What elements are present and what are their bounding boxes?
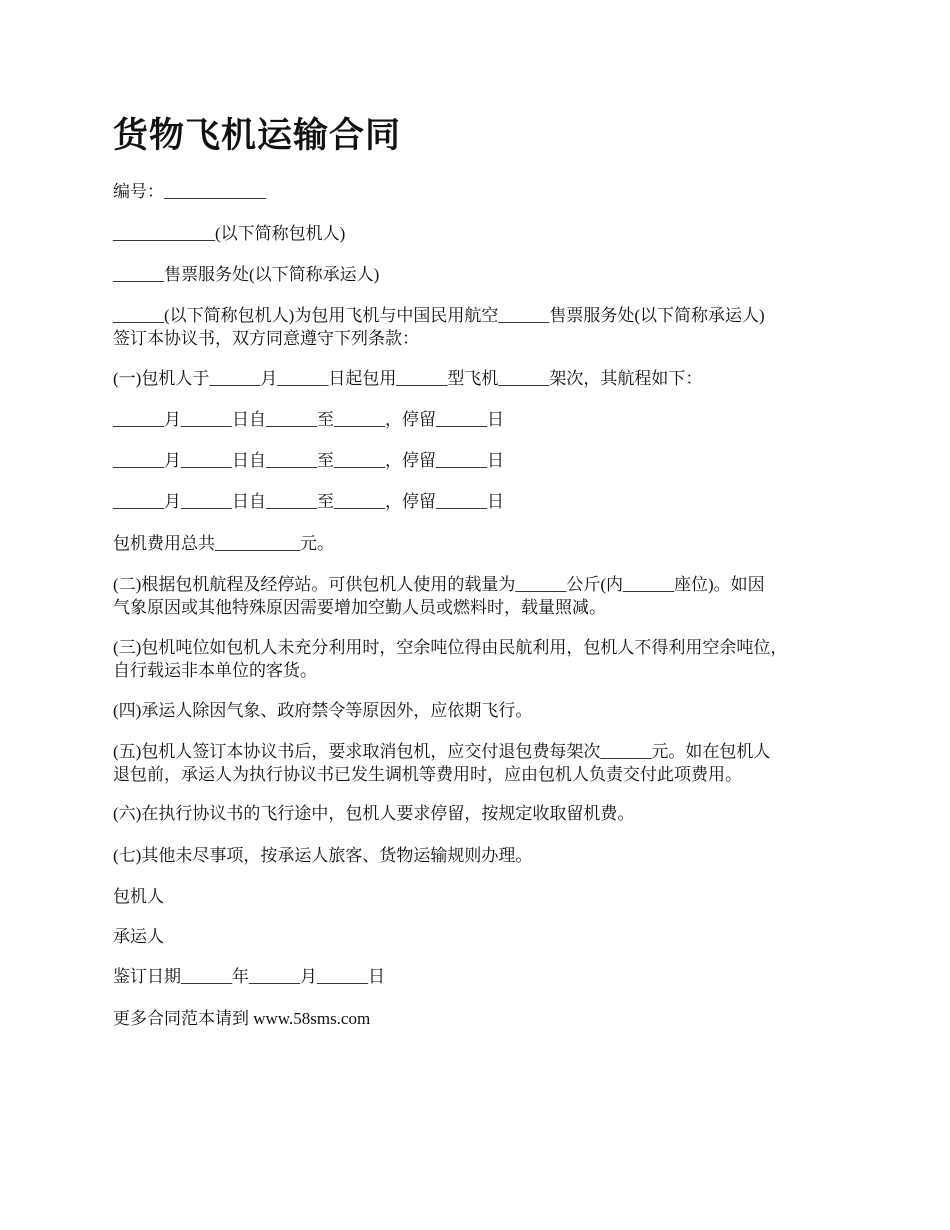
clause-3-line-2: 自行载运非本单位的客货。 [113,661,317,680]
intro-line-2: 签订本协议书，双方同意遵守下列条款： [113,329,419,348]
clause-7: (七)其他未尽事项，按承运人旅客、货物运输规则办理。 [113,846,533,865]
intro-line-1: ______(以下简称包机人)为包用飞机与中国民用航空______售票服务处(以下简称承运人) [113,306,765,325]
itinerary-row: ______月______日自______至______，停留______日 [113,451,504,470]
party-carrier: ______售票服务处(以下简称承运人) [113,265,380,284]
clause-4: (四)承运人除因气象、政府禁令等原因外，应依期飞行。 [113,701,533,720]
itinerary-row: ______月______日自______至______，停留______日 [113,410,504,429]
clause-2-line-1: (二)根据包机航程及经停站。可供包机人使用的载量为______公斤(内______座位)。如因 [113,575,765,594]
clause-5-line-2: 退包前，承运人为执行协议书已发生调机等费用时，应由包机人负责交付此项费用。 [113,765,742,784]
signing-date: 鉴订日期______年______月______日 [113,967,385,986]
signature-charterer: 包机人 [113,887,164,906]
clause-2-line-2: 气象原因或其他特殊原因需要增加空勤人员或燃料时，载量照减。 [113,598,606,617]
document-title: 货物飞机运输合同 [113,116,402,156]
clause-3-line-1: (三)包机吨位如包机人未充分利用时，空余吨位得由民航利用，包机人不得利用空余吨位， [113,638,788,657]
itinerary-row: ______月______日自______至______，停留______日 [113,492,504,511]
clause-5-line-1: (五)包机人签订本协议书后，要求取消包机，应交付退包费每架次______元。如在包机人 [113,742,771,761]
serial-number: 编号：____________ [113,182,266,201]
total-fee: 包机费用总共__________元。 [113,534,334,553]
clause-1: (一)包机人于______月______日起包用______型飞机______架次，其航程如下： [113,369,703,388]
signature-carrier: 承运人 [113,927,164,946]
clause-6: (六)在执行协议书的飞行途中，包机人要求停留，按规定收取留机费。 [113,804,635,823]
footer-link-text: 更多合同范本请到 www.58sms.com [113,1009,371,1028]
party-charterer: ____________(以下简称包机人) [113,224,346,243]
